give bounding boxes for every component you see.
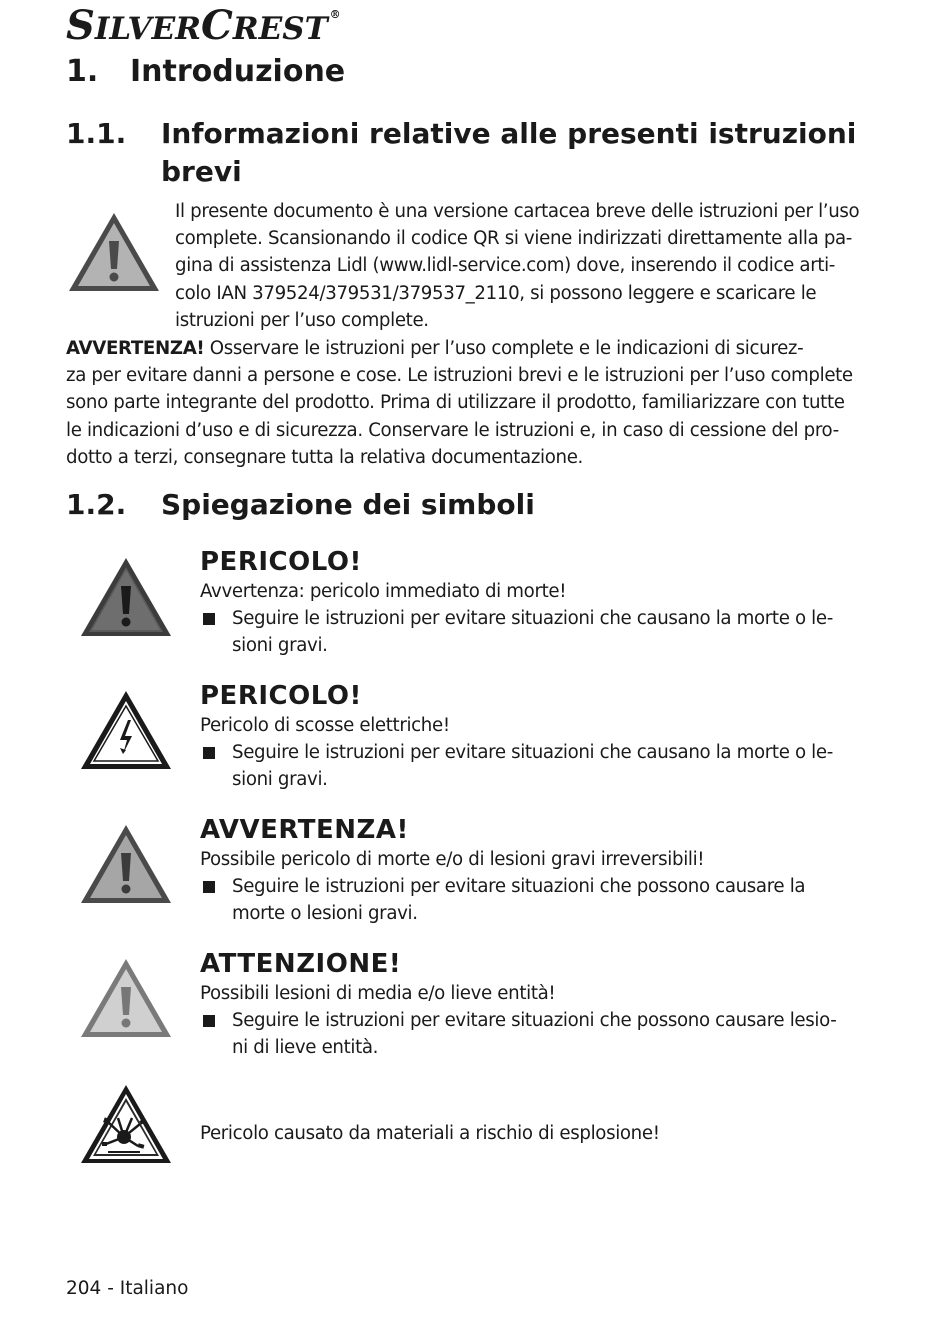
electric-shock-triangle-icon [78, 688, 174, 772]
section-number: 1.1. [66, 117, 127, 150]
bullet-square [203, 881, 215, 893]
bullet-square [203, 747, 215, 759]
symbol-description: Possibili lesioni di media e/o lieve entità! [200, 983, 556, 1004]
section-1-1-heading [66, 115, 886, 195]
symbol-danger-block [200, 546, 833, 660]
symbol-caution-block [200, 948, 836, 1062]
bullet-item: Seguire le istruzioni per evitare situazioni che causano la morte o le- sioni gravi. [200, 739, 833, 793]
bullet-square [203, 1015, 215, 1027]
bullet-item: Seguire le istruzioni per evitare situazioni che possono causare lesio- ni di lieve entità. [200, 1007, 836, 1061]
explosive-triangle-icon [78, 1082, 174, 1166]
section-title: Spiegazione dei simboli [161, 488, 535, 521]
section-title: Informazioni relative alle presenti istruzioni brevi [161, 117, 857, 188]
danger-triangle-icon [78, 555, 174, 639]
symbol-title: AVVERTENZA! [200, 815, 409, 845]
bullet-item: Seguire le istruzioni per evitare situazioni che causano la morte o le- sioni gravi. [200, 605, 833, 659]
page-footer: 204 - Italiano [66, 1278, 189, 1299]
symbol-electric-block [200, 680, 833, 794]
warning-paragraph: AVVERTENZA! Osservare le istruzioni per l’uso complete e le indicazioni di sicurez- za per evitare danni a persone e cose. Le istruzioni brevi e le istruzioni per l’uso complete sono parte integrante del prodotto. Prima di utilizzare il prodotto, familiarizzare con tutte le indicazioni d’uso e di sicurezza. Conservare le istruzioni e, in caso di cessione del pro- dotto a terzi, consegnare tutta la relativa documentazione. [66, 338, 853, 468]
section-number: 1.2. [66, 488, 127, 521]
warning-triangle-icon [66, 210, 162, 294]
symbol-warning-block [200, 814, 805, 928]
caution-triangle-icon [78, 956, 174, 1040]
section-1-2-heading [66, 486, 886, 526]
bullet-square [203, 613, 215, 625]
chapter-number: 1. [66, 54, 99, 89]
symbol-description: Pericolo causato da materiali a rischio di esplosione! [200, 1123, 660, 1144]
symbol-title: PERICOLO! [200, 681, 362, 711]
warning-triangle-icon [78, 822, 174, 906]
chapter-heading [66, 54, 345, 89]
symbol-description: Possibile pericolo di morte e/o di lesioni gravi irreversibili! [200, 849, 705, 870]
silvercrest-logo: SILVERCREST ® [66, 2, 341, 49]
symbol-description: Avvertenza: pericolo immediato di morte! [200, 581, 567, 602]
chapter-title: Introduzione [130, 54, 346, 89]
symbol-title: PERICOLO! [200, 547, 362, 577]
warning-label: AVVERTENZA! [66, 338, 205, 359]
symbol-description: Pericolo di scosse elettriche! [200, 715, 450, 736]
symbol-title: ATTENZIONE! [200, 949, 402, 979]
intro-paragraph: Il presente documento è una versione cartacea breve delle istruzioni per l’uso complete. Scansionando il codice QR si viene indirizzati direttamente alla pa- gina di assistenza Lidl (www.lidl-service.com) dove, inserendo il codice arti- colo IAN 379524/379531/379537_2110, si possono leggere e scaricare le istruzioni per l’uso complete. [175, 201, 860, 331]
bullet-item: Seguire le istruzioni per evitare situazioni che possono causare la morte o lesioni gravi. [200, 873, 805, 927]
